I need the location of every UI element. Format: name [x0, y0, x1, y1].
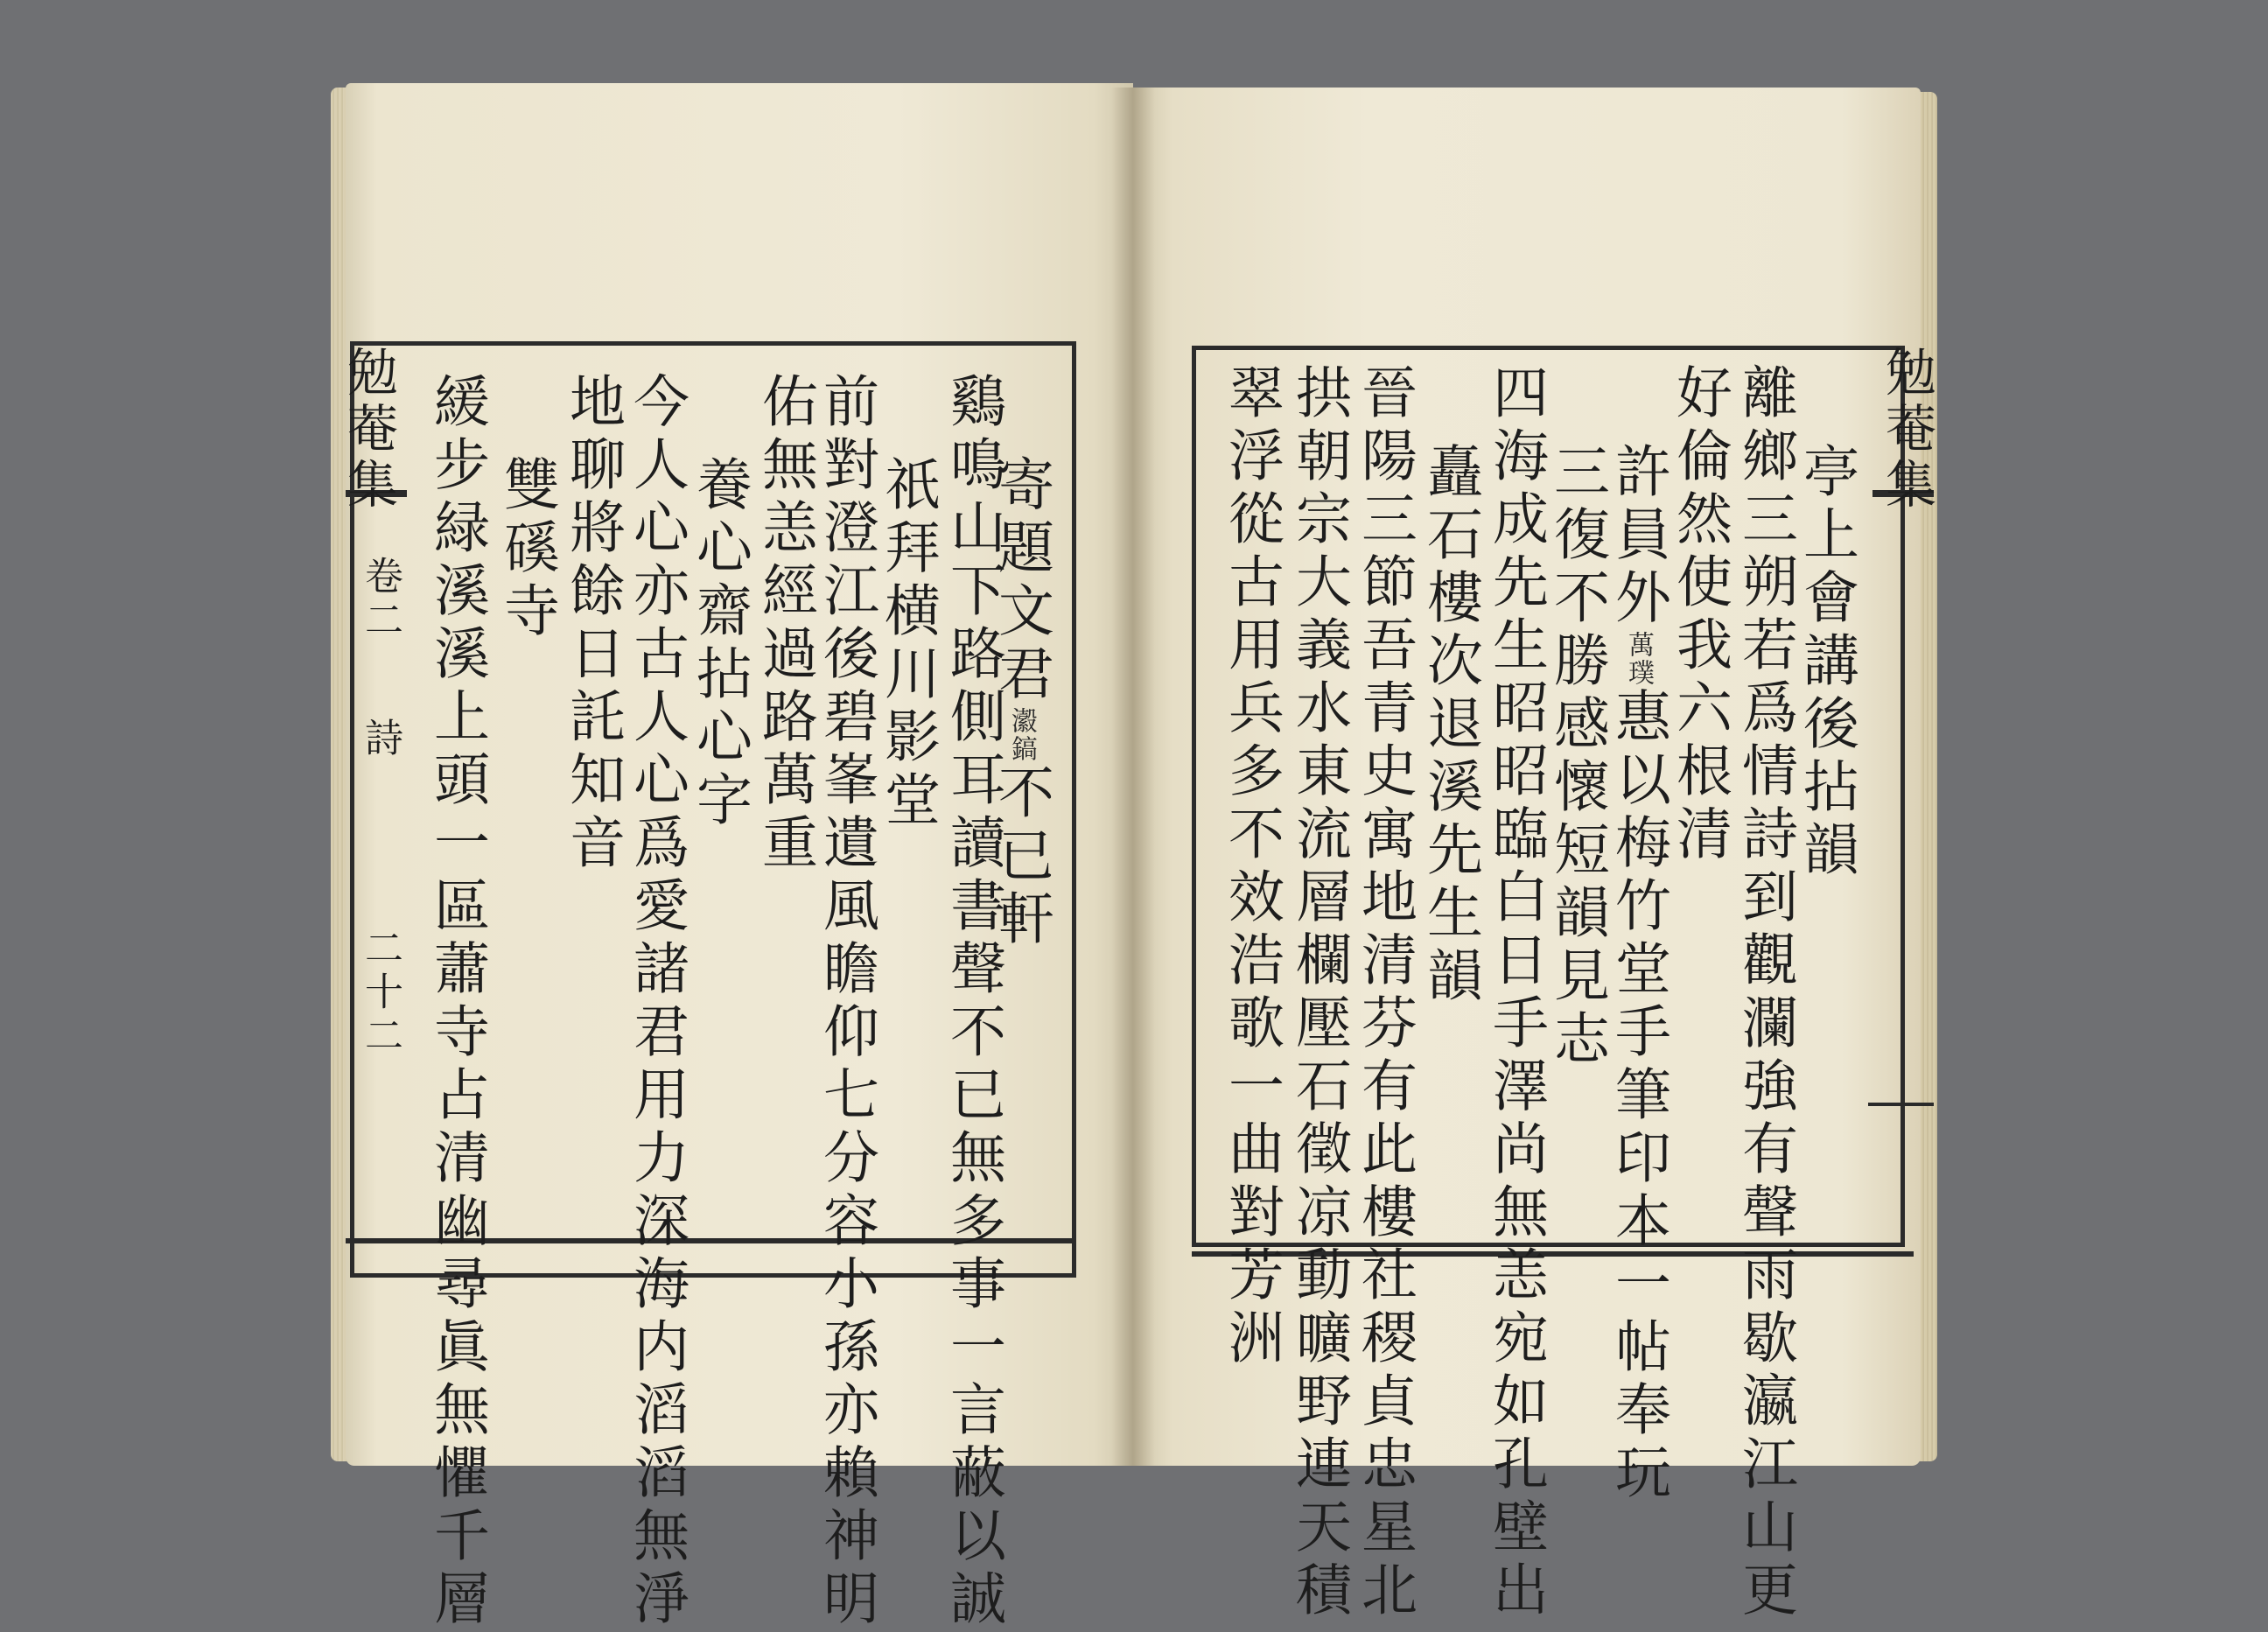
- right-column-4: [1606, 442, 1670, 1506]
- left-column-9: [494, 455, 559, 644]
- left-center-info: [360, 556, 404, 643]
- left-column-7: [624, 372, 689, 1632]
- left-column-4-text: 前對澄江後碧峯遺風瞻仰七分容小孫亦賴神明: [814, 372, 878, 1632]
- book-gutter: [1111, 88, 1155, 1466]
- right-column-9-text: 拱朝宗大義水東流層欄壓石徵凉動曠野連天積: [1286, 363, 1351, 1623]
- left-center-column: [339, 346, 398, 514]
- left-center-section: [360, 718, 404, 761]
- right-column-5: [1544, 442, 1609, 1072]
- right-lower-rule: [1868, 1103, 1934, 1106]
- left-column-2: [941, 372, 1005, 1632]
- left-column-6: [687, 455, 752, 833]
- left-center-page: [360, 928, 404, 1059]
- right-column-7: [1418, 442, 1482, 1009]
- left-column-8-text: 地聊將餘日託知音: [560, 372, 625, 876]
- left-column-5-text: 佑無恙經過路萬重: [752, 372, 817, 876]
- right-column-10: [1219, 363, 1284, 1371]
- left-column-8: [560, 372, 625, 876]
- right-column-3: [1667, 363, 1732, 867]
- right-column-6-text: 四海成先生昭昭臨白日手澤尚無恙宛如孔壁出: [1483, 363, 1548, 1623]
- right-column-8-text: 晉陽三節吾青史寓地清芬有此樓社稷貞忠星北: [1352, 363, 1417, 1623]
- left-section: 詩: [358, 718, 402, 761]
- left-column-7-text: 今人心亦古人心爲愛諸君用力深海内滔滔無淨: [624, 372, 689, 1632]
- right-center-column: [1877, 346, 1936, 514]
- left-column-1-text2: 不已軒: [989, 763, 1054, 952]
- left-column-3: [875, 455, 940, 833]
- right-column-4-text: 許員外: [1606, 442, 1670, 631]
- left-column-10: [424, 372, 489, 1632]
- right-column-10-text: 翠浮從古用兵多不效浩歌一曲對芳洲: [1219, 363, 1284, 1371]
- right-column-8: [1352, 363, 1417, 1623]
- right-column-4-note: 萬璞: [1623, 631, 1654, 687]
- right-column-1: [1794, 442, 1858, 883]
- left-page-number: 二十二: [358, 928, 402, 1059]
- left-column-10-text: 緩步緑溪溪上頭一區蕭寺占清幽尋眞無懼千層: [424, 372, 489, 1632]
- left-column-3-text: 祇拜横川影堂: [875, 455, 940, 833]
- left-volume: 卷二: [358, 556, 402, 643]
- left-column-4: [814, 372, 878, 1632]
- right-column-1-text: 亭上會講後拈韻: [1794, 442, 1858, 883]
- right-column-5-text: 三復不勝感懷短韻見志: [1544, 442, 1609, 1072]
- right-column-2-text: 離鄉三朔若爲情詩到觀瀾強有聲雨歇瀛江山更: [1732, 363, 1797, 1623]
- left-column-1-text: 寄題文君: [989, 455, 1054, 707]
- left-column-1-note: 瀫鎬: [1006, 707, 1037, 763]
- right-column-2: [1732, 363, 1797, 1623]
- left-column-5: [752, 372, 817, 876]
- right-column-9: [1286, 363, 1351, 1623]
- right-center-title: 勉菴集: [1877, 346, 1936, 514]
- right-column-4-text2: 惠以梅竹堂手筆印本一帖奉玩: [1606, 687, 1670, 1506]
- left-column-9-text: 雙磎寺: [494, 455, 559, 644]
- left-column-2-text: 鷄鳴山下路側耳讀書聲不已無多事一言蔽以誠: [941, 372, 1005, 1632]
- left-column-6-text: 養心齋拈心字: [687, 455, 752, 833]
- right-column-7-text: 矗石樓次退溪先生韻: [1418, 442, 1482, 1009]
- left-center-title: 勉菴集: [339, 346, 398, 514]
- right-column-3-text: 好倫然使我六根清: [1667, 363, 1732, 867]
- right-column-6: [1483, 363, 1548, 1623]
